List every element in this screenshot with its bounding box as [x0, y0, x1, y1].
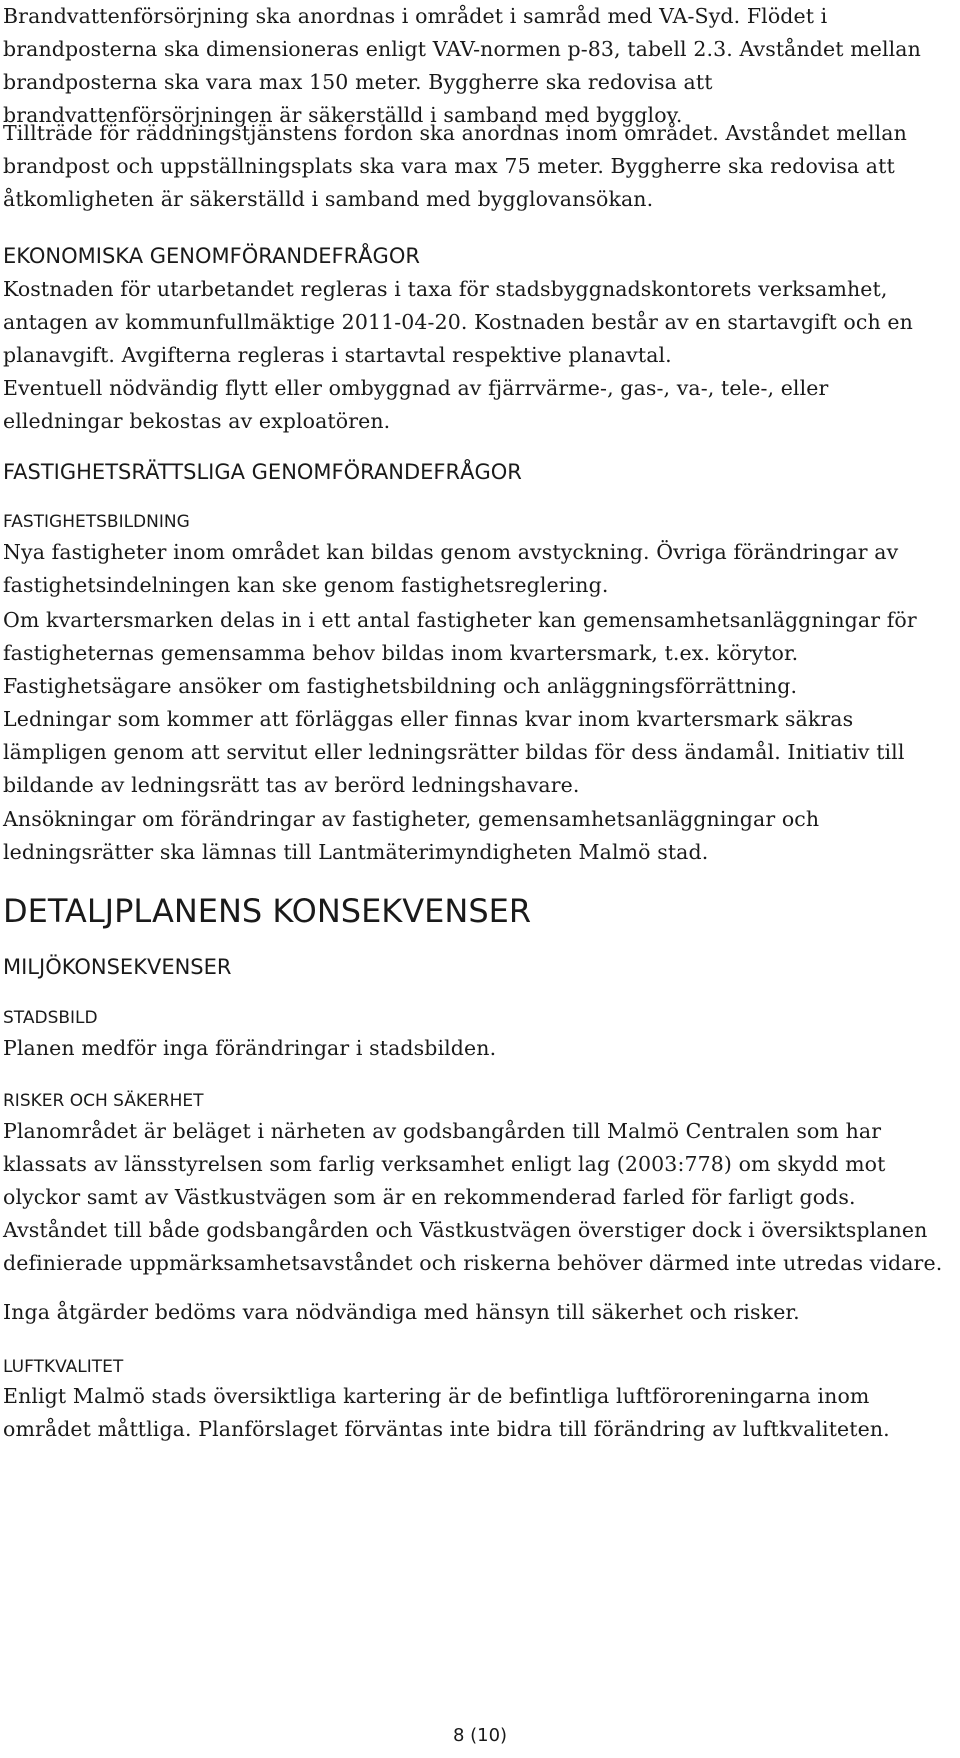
- paragraph-ansokningar: Ansökningar om förändringar av fastigheter, gemensamhetsanläggningar och ledningsrätter ska lämnas till Lantmäterimyndigheten Malmö stad.: [3, 807, 820, 864]
- paragraph-stadsbild: Planen medför inga förändringar i stadsbilden.: [3, 1036, 497, 1060]
- paragraph-luftkvalitet: Enligt Malmö stads översiktliga kartering är de befintliga luftföroreningarna inom området måttliga. Planförslaget förväntas inte bidra till förändring av luftkvaliteten.: [3, 1384, 890, 1441]
- subheading-fastighetsbildning: FASTIGHETSBILDNING: [3, 512, 190, 532]
- paragraph-brandvatten: Brandvattenförsörjning ska anordnas i området i samråd med VA-Syd. Flödet i brandposterna ska dimensioneras enligt VAV-normen p-83, tabell 2.3. Avståndet mellan brandposterna ska vara max 150 meter. Byggherre ska redovisa att brandvattenförsörjningen är säkerställd i samband med bygglov.: [3, 4, 921, 127]
- subheading-risker: RISKER OCH SÄKERHET: [3, 1091, 204, 1111]
- subheading-stadsbild: STADSBILD: [3, 1008, 98, 1028]
- paragraph-risker-2: Inga åtgärder bedöms vara nödvändiga med hänsyn till säkerhet och risker.: [3, 1300, 800, 1324]
- paragraph-tilltrade: Tillträde för räddningstjänstens fordon ska anordnas inom området. Avståndet mellan brandpost och uppställningsplats ska vara max 75 meter. Byggherre ska redovisa att åtkomligheten är säkerställd i samband med bygglovansökan.: [3, 121, 907, 211]
- page-number: 8 (10): [452, 1725, 508, 1746]
- subheading-luftkvalitet: LUFTKVALITET: [3, 1357, 124, 1377]
- paragraph-kostnaden: Kostnaden för utarbetandet regleras i taxa för stadsbyggnadskontorets verksamhet, antagen av kommunfullmäktige 2011-04-20. Kostnaden består av en startavgift och en planavgift. Avgifterna regleras i startavtal respektive planavtal.: [3, 277, 913, 367]
- paragraph-nya-fastigheter: Nya fastigheter inom området kan bildas genom avstyckning. Övriga förändringar av fastighetsindelningen kan ske genom fastighetsreglering.: [3, 540, 899, 597]
- paragraph-kvartersmark: Om kvartersmarken delas in i ett antal fastigheter kan gemensamhetsanläggningar för fastigheternas gemensamma behov bildas inom kvartersmark, t.ex. körytor. Fastighetsägare ansöker om fastighetsbildning och anläggningsförrättning.: [3, 608, 917, 698]
- paragraph-flytt: Eventuell nödvändig flytt eller ombyggnad av fjärrvärme-, gas-, va-, tele-, eller elledningar bekostas av exploatören.: [3, 376, 829, 433]
- heading-fastighetsrattsliga: FASTIGHETSRÄTTSLIGA GENOMFÖRANDEFRÅGOR: [3, 460, 522, 484]
- heading-miljokonsekvenser: MILJÖKONSEKVENSER: [3, 955, 232, 979]
- heading-ekonomiska: EKONOMISKA GENOMFÖRANDEFRÅGOR: [3, 244, 420, 268]
- paragraph-risker-1: Planområdet är beläget i närheten av godsbangården till Malmö Centralen som har klassats av länsstyrelsen som farlig verksamhet enligt lag (2003:778) om skydd mot olyckor samt av Västkustvägen som är en rekommenderad farled för farligt gods. Avståndet till både godsbangården och Västkustvägen överstiger dock i översiktsplanen definierade uppmärksamhetsavståndet och riskerna behöver därmed inte utredas vidare.: [3, 1119, 943, 1275]
- heading-konsekvenser: DETALJPLANENS KONSEKVENSER: [3, 892, 532, 930]
- paragraph-ledningar: Ledningar som kommer att förläggas eller finnas kvar inom kvartersmark säkras lämpligen genom att servitut eller ledningsrätter bildas för dess ändamål. Initiativ till bildande av ledningsrätt tas av berörd ledningshavare.: [3, 707, 905, 797]
